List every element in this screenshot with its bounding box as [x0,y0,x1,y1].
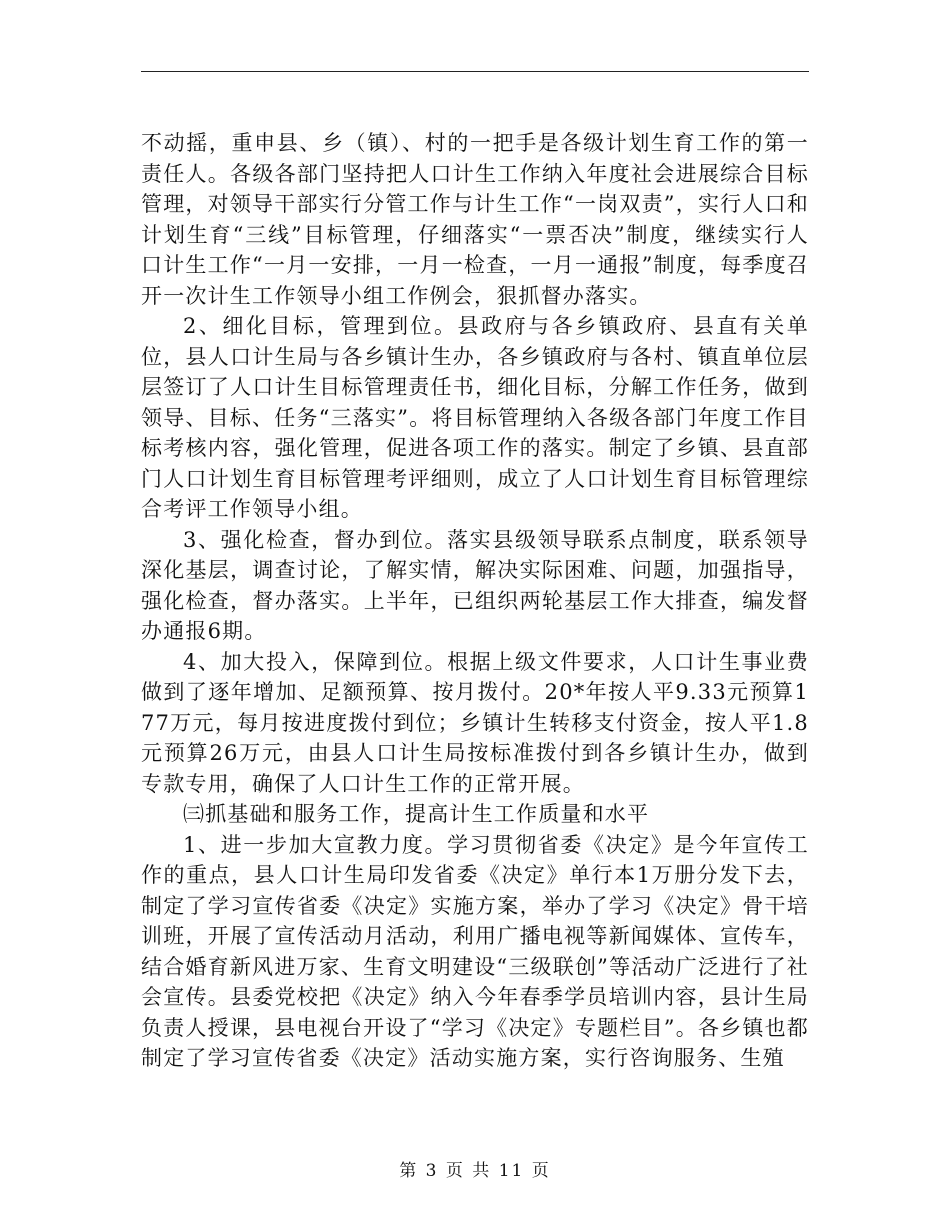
paragraph-continuation: 不动摇，重申县、乡（镇）、村的一把手是各级计划生育工作的第一责任人。各级各部门坚持把人口计生工作纳入年度社会进展综合目标管理，对领导干部实行分管工作与计生工作“一岗双责”，实行人口和计划生育“三线”目标管理，仔细落实“一票否决”制度，继续实行人口计生工作“一月一安排，一月一检查，一月一通报”制度，每季度召开一次计生工作领导小组工作例会，狠抓督办落实。 [141,131,809,308]
page-number: 第 3 页 共 11 页 [399,1161,551,1181]
paragraph-item-4: 4、加大投入，保障到位。根据上级文件要求，人口计生事业费做到了逐年增加、足额预算、按月拨付。20*年按人平9.33元预算177万元，每月按进度拨付到位；乡镇计生转移支付资金，按人平1.8元预算26万元，由县人口计生局按标准拨付到各乡镇计生办，做到专款专用，确保了人口计生工作的正常开展。 [141,649,809,796]
paragraph-item-1: 1、进一步加大宣教力度。学习贯彻省委《决定》是今年宣传工作的重点，县人口计生局印发省委《决定》单行本1万册分发下去，制定了学习宣传省委《决定》实施方案，举办了学习《决定》骨干培训班，开展了宣传活动月活动，利用广播电视等新闻媒体、宣传车，结合婚育新风进万家、生育文明建设“三级联创”等活动广泛进行了社会宣传。县委党校把《决定》纳入今年春季学员培训内容，县计生局负责人授课，县电视台开设了“学习《决定》专题栏目”。各乡镇也都制定了学习宣传省委《决定》活动实施方案，实行咨询服务、生殖 [141,832,809,1070]
paragraph-item-2: 2、细化目标，管理到位。县政府与各乡镇政府、县直有关单位，县人口计生局与各乡镇计生办，各乡镇政府与各村、镇直单位层层签订了人口计生目标管理责任书，细化目标，分解工作任务，做到领导、目标、任务“三落实”。将目标管理纳入各级各部门年度工作目标考核内容，强化管理，促进各项工作的落实。制定了乡镇、县直部门人口计划生育目标管理考评细则，成立了人口计划生育目标管理综合考评工作领导小组。 [141,314,809,521]
section-heading: ㈢抓基础和服务工作，提高计生工作质量和水平 [183,802,650,826]
document-body [141,128,809,1074]
paragraph-item-3: 3、强化检查，督办到位。落实县级领导联系点制度，联系领导深化基层，调查讨论，了解实情，解决实际困难、问题，加强指导，强化检查，督办落实。上半年，已组织两轮基层工作大排查，编发督办通报6期。 [141,527,809,643]
header-rule [141,71,809,72]
